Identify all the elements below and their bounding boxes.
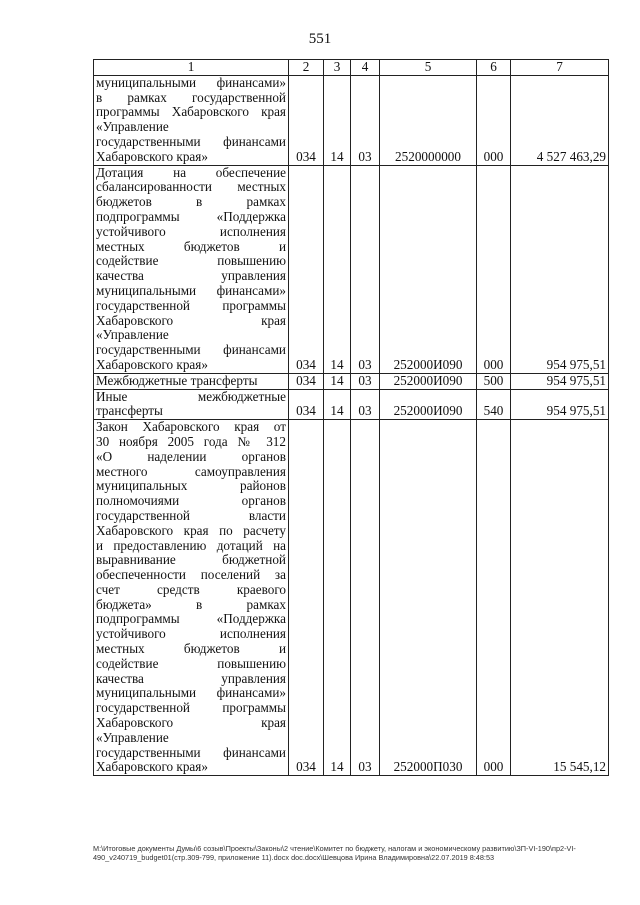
row-name-line: и предоставлению дотаций на (96, 537, 286, 553)
row-name-line: подпрограммы «Поддержка (96, 208, 286, 224)
row-name-line: государственными финансами (96, 342, 286, 358)
row-name-line: счет средств краевого (96, 581, 286, 597)
amount-cell: 4 527 463,29 (511, 75, 609, 165)
target-article-cell: 2520000000 (380, 75, 477, 165)
subsection-code-cell: 03 (351, 165, 380, 373)
table-row (94, 373, 609, 389)
row-name-line: муниципальных районов (96, 478, 286, 494)
row-name-line: программы Хабаровского края (96, 104, 286, 120)
row-name-line: бюджетов в рамках (96, 194, 286, 210)
table-row (94, 165, 609, 373)
expense-type-cell: 500 (477, 373, 511, 389)
row-name-line: муниципальными финансами» (96, 74, 286, 90)
row-name-line: Дотация на обеспечение (96, 164, 286, 180)
row-name-line: государственной программы (96, 700, 286, 716)
row-name-line: устойчивого исполнения (96, 626, 286, 642)
section-code-cell: 14 (324, 420, 351, 776)
row-name-line: Хабаровского края по расчету (96, 522, 286, 538)
row-name-cell (94, 389, 289, 420)
document-footer (93, 844, 613, 862)
row-name-line: «Управление (96, 119, 169, 135)
section-code-cell: 14 (324, 373, 351, 389)
row-name-line: устойчивого исполнения (96, 223, 286, 239)
amount-cell: 954 975,51 (511, 389, 609, 420)
row-name-line: Хабаровского края (96, 312, 286, 328)
expense-type-cell: 000 (477, 420, 511, 776)
row-name-line: муниципальными финансами» (96, 282, 286, 298)
row-name-line: в рамках государственной (96, 89, 286, 105)
section-code-cell: 14 (324, 165, 351, 373)
row-name-line: 30 ноября 2005 года № 312 (96, 433, 286, 449)
column-header: 1 (94, 60, 289, 76)
table-row (94, 389, 609, 420)
row-name-line: сбалансированности местных (96, 179, 286, 195)
column-header: 6 (477, 60, 511, 76)
amount-cell: 954 975,51 (511, 165, 609, 373)
row-name-line: муниципальными финансами» (96, 685, 286, 701)
row-name-cell (94, 373, 289, 389)
ministry-code-cell: 034 (289, 420, 324, 776)
row-name-line: полномочиями органов (96, 493, 286, 509)
row-name-cell (94, 75, 289, 165)
row-name-line: содействие повышению (96, 655, 286, 671)
footer-path-line: 490_v240719_budget01(стр.309-799, приложение 11).docx doc.docx\Шевцова Ирина Владимировна\22.07.2019 8:48:53 (93, 853, 495, 862)
row-name-line: Хабаровского края» (96, 356, 208, 372)
row-name-line: качества управления (96, 670, 286, 686)
ministry-code-cell: 034 (289, 373, 324, 389)
budget-table (93, 59, 609, 776)
amount-cell: 15 545,12 (511, 420, 609, 776)
row-name-line: «О наделении органов (96, 448, 286, 464)
row-name-line: государственными финансами (96, 744, 286, 760)
expense-type-cell: 540 (477, 389, 511, 420)
row-name-line: Хабаровского края» (96, 148, 208, 164)
row-name-line: бюджета» в рамках (96, 596, 286, 612)
subsection-code-cell: 03 (351, 389, 380, 420)
row-name-line: качества управления (96, 268, 286, 284)
row-name-line: государственными финансами (96, 133, 286, 149)
table-header-row (94, 60, 609, 76)
target-article-cell: 252000И090 (380, 373, 477, 389)
table-body (94, 75, 609, 775)
row-name-line: Хабаровского края (96, 715, 286, 731)
footer-path-line: М:\Итоговые документы Думы\6 созыв\Проекты\Законы\2 чтение\Комитет по бюджету, налогам и экономическому развитию\ЗП-VI-190\пр2-VI- (93, 844, 576, 853)
row-name-line: «Управление (96, 729, 169, 745)
expense-type-cell: 000 (477, 165, 511, 373)
row-name-line: Иные межбюджетные (96, 388, 286, 404)
page-number: 551 (308, 31, 332, 47)
amount-cell: 954 975,51 (511, 373, 609, 389)
row-name-line: содействие повышению (96, 253, 286, 269)
row-name-line: Хабаровского края» (96, 759, 208, 775)
ministry-code-cell: 034 (289, 75, 324, 165)
row-name-line: Закон Хабаровского края от (96, 419, 286, 435)
table-row (94, 75, 609, 165)
subsection-code-cell: 03 (351, 420, 380, 776)
row-name-line: обеспеченности поселений за (96, 567, 286, 583)
column-header: 4 (351, 60, 380, 76)
table-row (94, 420, 609, 776)
row-name-line: государственной власти (96, 507, 286, 523)
target-article-cell: 252000И090 (380, 389, 477, 420)
column-header: 2 (289, 60, 324, 76)
subsection-code-cell: 03 (351, 75, 380, 165)
row-name-line: местного самоуправления (96, 463, 286, 479)
row-name-line: государственной программы (96, 297, 286, 313)
row-name-line: выравнивание бюджетной (96, 552, 286, 568)
column-header: 3 (324, 60, 351, 76)
target-article-cell: 252000И090 (380, 165, 477, 373)
column-header: 7 (511, 60, 609, 76)
subsection-code-cell: 03 (351, 373, 380, 389)
row-name-cell (94, 420, 289, 776)
row-name-line: Межбюджетные трансферты (96, 372, 258, 388)
ministry-code-cell: 034 (289, 165, 324, 373)
row-name-line: «Управление (96, 327, 169, 343)
row-name-line: местных бюджетов и (96, 238, 286, 254)
row-name-cell (94, 165, 289, 373)
section-code-cell: 14 (324, 389, 351, 420)
row-name-line: местных бюджетов и (96, 641, 286, 657)
row-name-line: подпрограммы «Поддержка (96, 611, 286, 627)
section-code-cell: 14 (324, 75, 351, 165)
row-name-line: трансферты (96, 403, 163, 419)
ministry-code-cell: 034 (289, 389, 324, 420)
expense-type-cell: 000 (477, 75, 511, 165)
target-article-cell: 252000П030 (380, 420, 477, 776)
column-header: 5 (380, 60, 477, 76)
